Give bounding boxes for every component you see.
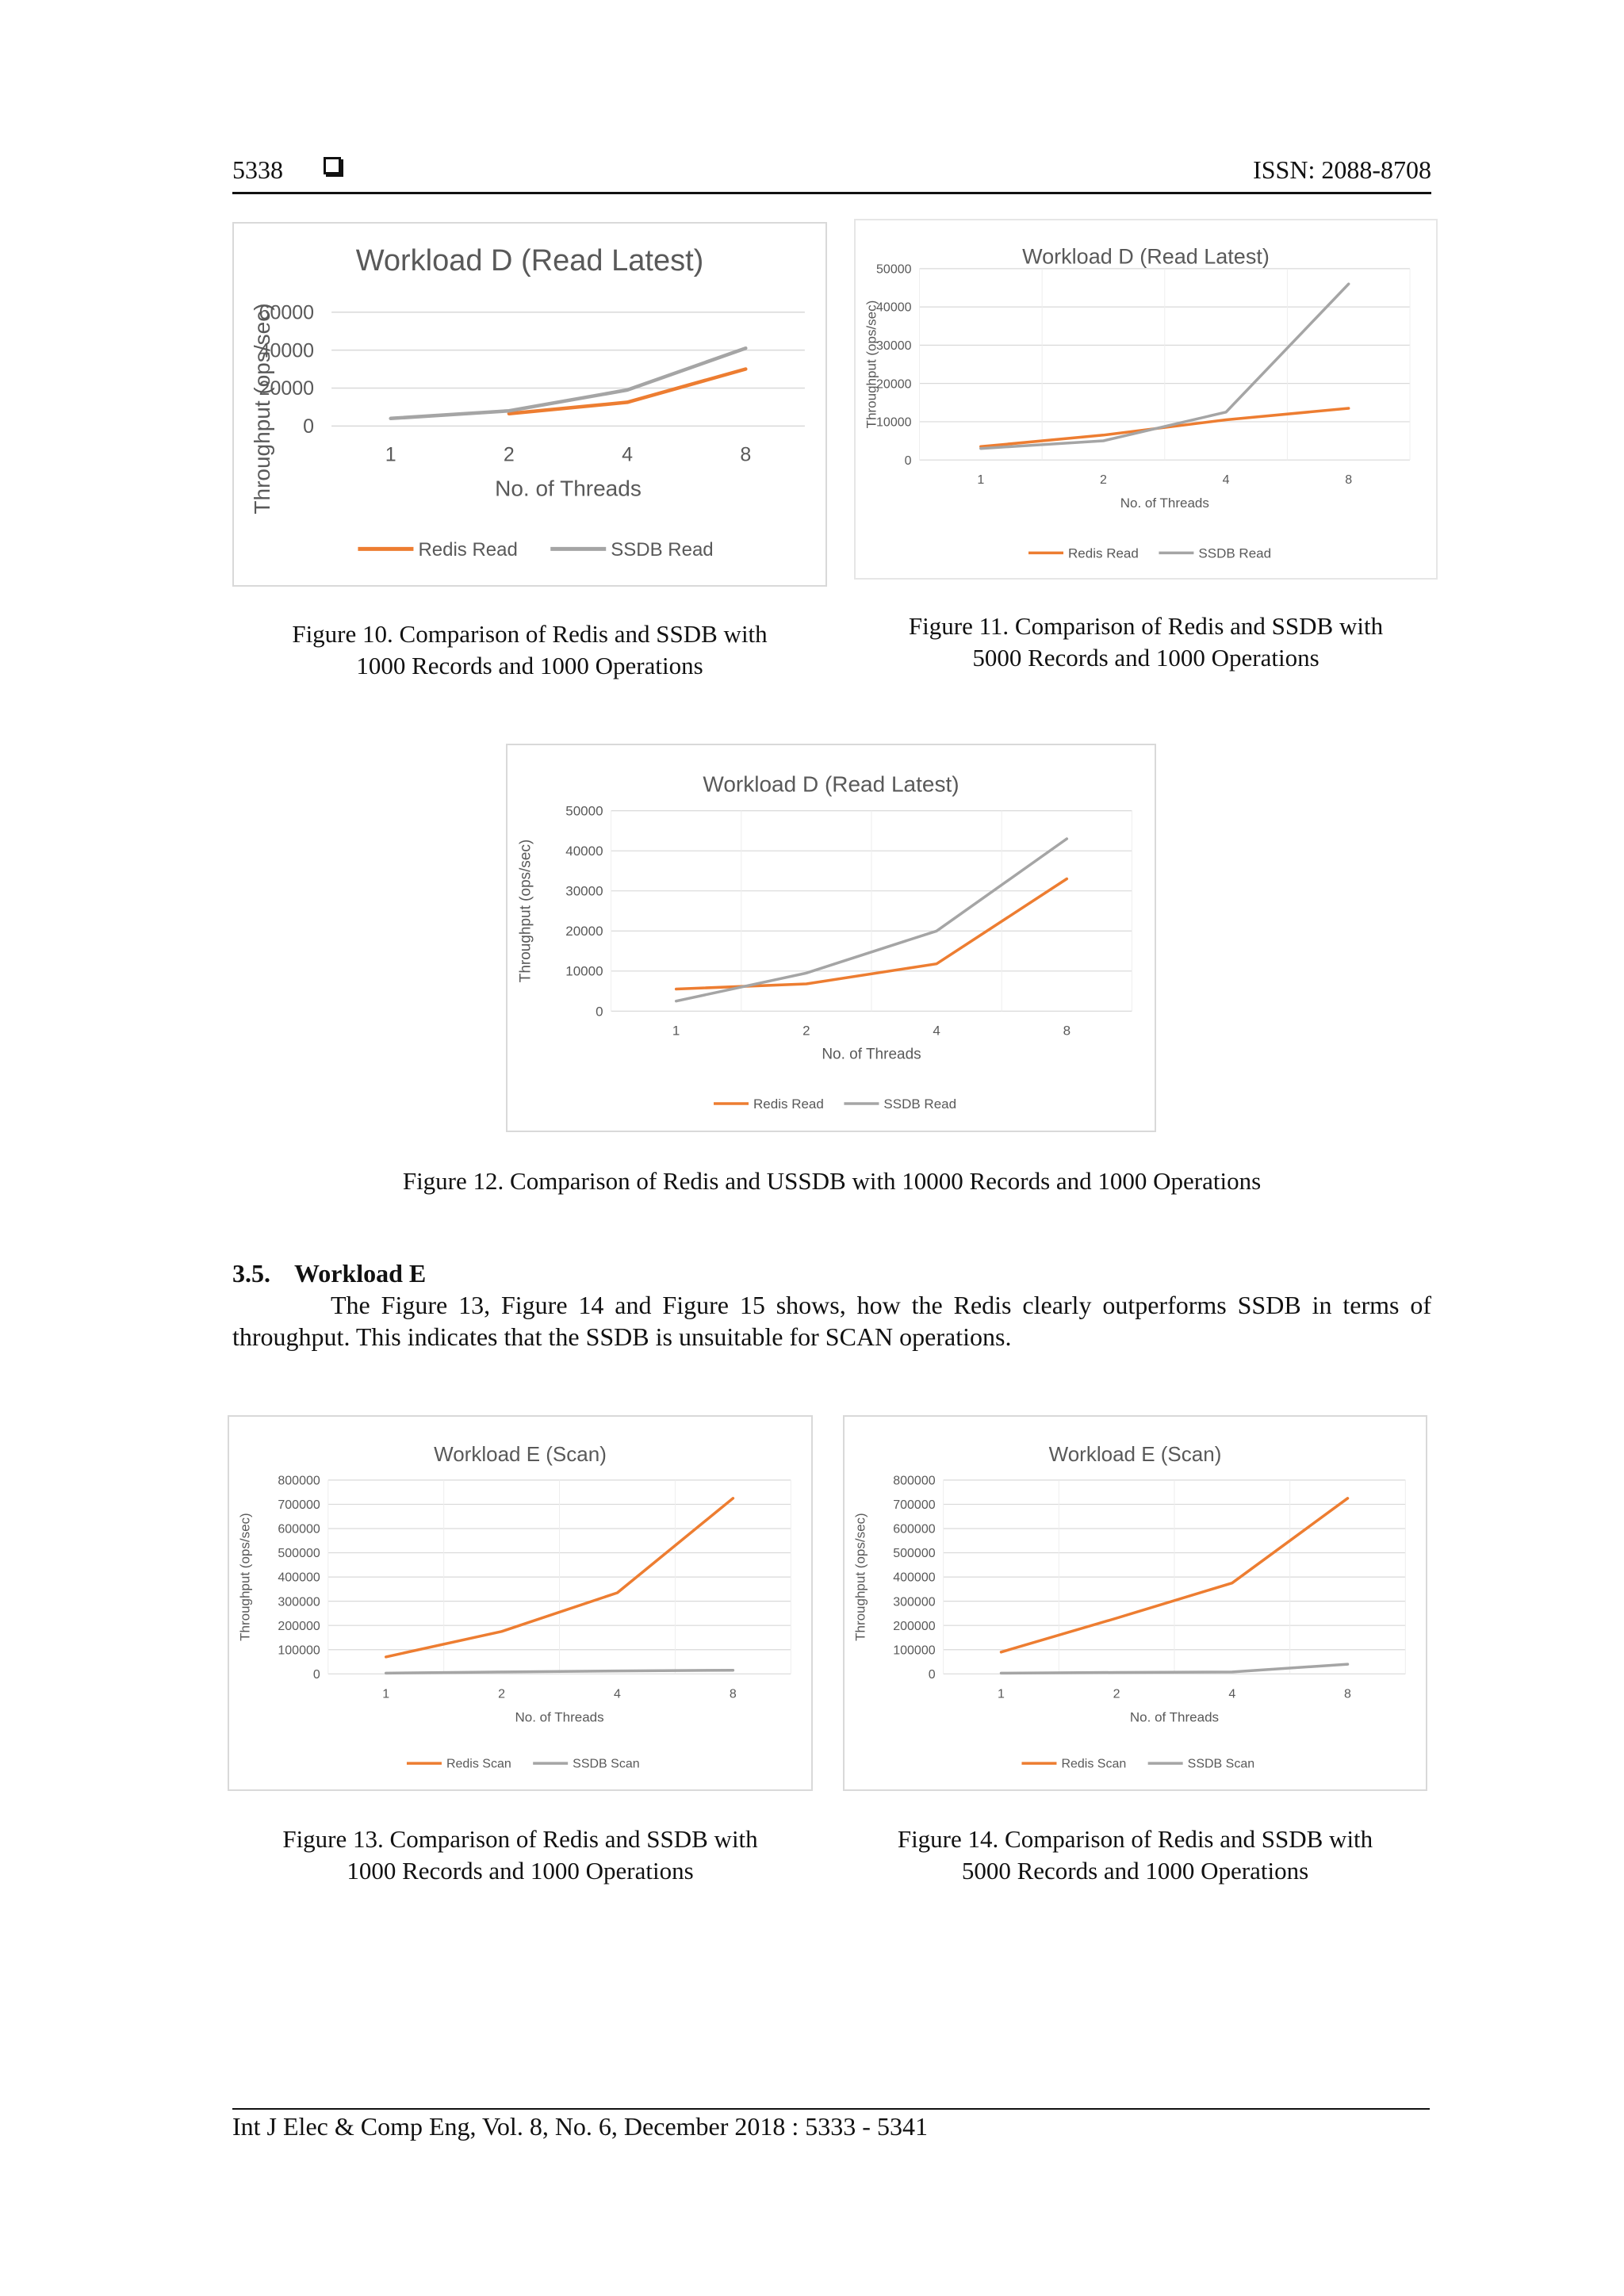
x-tick-label: 4 — [622, 443, 634, 466]
caption-figure-11 — [854, 610, 1438, 674]
section-title: Workload E — [294, 1259, 427, 1288]
y-axis-label: Throughput (ops/sec) — [517, 839, 534, 983]
y-tick-label: 20000 — [876, 377, 912, 392]
chart-title: Workload D (Read Latest) — [703, 771, 959, 797]
section-paragraph — [232, 1289, 1431, 1353]
caption-line: 5000 Records and 1000 Operations — [961, 1857, 1309, 1885]
caption-line: 5000 Records and 1000 Operations — [972, 644, 1320, 672]
x-tick-label: 4 — [1228, 1687, 1236, 1701]
caption-figure-12 — [232, 1165, 1431, 1197]
paragraph-line: The Figure 13, Figure 14 and Figure 15 shows, how the Redis clearly outperforms SSDB in terms of — [331, 1291, 1431, 1319]
chart-svg — [234, 224, 825, 585]
x-tick-label: 8 — [729, 1687, 737, 1701]
caption-figure-13 — [228, 1823, 813, 1887]
chart-svg — [845, 1417, 1426, 1789]
y-tick-label: 40000 — [259, 339, 315, 362]
x-tick-label: 1 — [382, 1687, 390, 1701]
y-tick-label: 200000 — [278, 1619, 320, 1633]
x-tick-label: 8 — [1345, 473, 1353, 488]
chart-title: Workload D (Read Latest) — [355, 243, 704, 277]
x-axis-label: No. of Threads — [495, 476, 642, 501]
y-tick-label: 0 — [303, 415, 315, 438]
legend-label: SSDB Read — [611, 538, 714, 561]
series-line-ssdb — [386, 1670, 733, 1674]
legend-label: Redis Read — [1068, 545, 1139, 561]
section-heading — [232, 1259, 426, 1288]
legend-label: Redis Scan — [1061, 1757, 1127, 1771]
chart-svg — [229, 1417, 811, 1789]
caption-figure-10 — [232, 618, 827, 682]
y-tick-label: 100000 — [893, 1644, 936, 1658]
x-tick-label: 2 — [498, 1687, 506, 1701]
issn: ISSN: 2088-8708 — [1253, 155, 1431, 184]
caption-line: Figure 13. Comparison of Redis and SSDB with — [282, 1825, 758, 1853]
chart-figure-11 — [854, 219, 1438, 580]
y-tick-label: 20000 — [259, 377, 315, 400]
legend-label: Redis Read — [418, 538, 518, 561]
x-tick-label: 1 — [977, 473, 985, 488]
x-tick-label: 2 — [802, 1023, 810, 1039]
chart-title: Workload E (Scan) — [1048, 1442, 1222, 1467]
legend-label: SSDB Scan — [573, 1757, 640, 1771]
x-tick-label: 8 — [1063, 1023, 1071, 1039]
x-tick-label: 1 — [385, 443, 396, 466]
paragraph-line: throughput. This indicates that the SSDB is unsuitable for SCAN operations. — [232, 1322, 1012, 1351]
y-tick-label: 30000 — [876, 339, 912, 353]
y-tick-label: 800000 — [278, 1474, 320, 1488]
caption-line: Figure 14. Comparison of Redis and SSDB with — [897, 1825, 1373, 1853]
y-tick-label: 0 — [904, 453, 912, 468]
y-axis-label: Throughput (ops/sec) — [237, 1513, 253, 1641]
x-axis-label: No. of Threads — [515, 1709, 604, 1725]
header-rule — [232, 192, 1431, 194]
x-tick-label: 8 — [1344, 1687, 1351, 1701]
y-tick-label: 50000 — [565, 803, 603, 819]
x-axis-label: No. of Threads — [1120, 496, 1209, 511]
square-box-icon — [324, 157, 341, 174]
x-tick-label: 4 — [933, 1023, 940, 1039]
x-tick-label: 4 — [1222, 473, 1230, 488]
caption-figure-14 — [843, 1823, 1427, 1887]
y-tick-label: 300000 — [893, 1595, 936, 1609]
caption-line: 1000 Records and 1000 Operations — [347, 1857, 694, 1885]
x-tick-label: 4 — [614, 1687, 621, 1701]
caption-line: Figure 10. Comparison of Redis and SSDB with — [292, 620, 768, 648]
y-tick-label: 700000 — [278, 1498, 320, 1513]
y-tick-label: 300000 — [278, 1595, 320, 1609]
x-tick-label: 2 — [1113, 1687, 1120, 1701]
chart-figure-10 — [232, 222, 827, 587]
chart-figure-14 — [843, 1415, 1427, 1791]
caption-line: 1000 Records and 1000 Operations — [356, 652, 703, 679]
legend-label: SSDB Scan — [1187, 1757, 1255, 1771]
x-tick-label: 2 — [503, 443, 515, 466]
y-tick-label: 10000 — [565, 963, 603, 979]
page-number: 5338 — [232, 155, 283, 184]
chart-title: Workload D (Read Latest) — [1022, 244, 1270, 269]
x-tick-label: 2 — [1100, 473, 1107, 488]
caption-line: Figure 11. Comparison of Redis and SSDB with — [908, 612, 1384, 640]
y-tick-label: 0 — [928, 1667, 936, 1682]
chart-svg — [508, 745, 1155, 1131]
y-tick-label: 40000 — [565, 844, 603, 859]
y-tick-label: 800000 — [893, 1474, 936, 1488]
y-tick-label: 20000 — [565, 924, 603, 939]
legend-label: SSDB Read — [1198, 545, 1272, 561]
y-tick-label: 200000 — [893, 1619, 936, 1633]
y-tick-label: 30000 — [565, 883, 603, 899]
y-tick-label: 60000 — [259, 301, 315, 324]
y-axis-label: Throughput (ops/sec) — [852, 1513, 868, 1641]
chart-title: Workload E (Scan) — [434, 1442, 607, 1467]
footer-rule — [232, 2108, 1430, 2110]
y-axis-label: Throughput (ops/sec) — [864, 300, 879, 429]
section-number: 3.5. — [232, 1259, 270, 1288]
x-tick-label: 1 — [997, 1687, 1005, 1701]
y-tick-label: 500000 — [893, 1547, 936, 1561]
legend-label: Redis Scan — [446, 1757, 511, 1771]
x-axis-label: No. of Threads — [1129, 1709, 1220, 1725]
y-tick-label: 600000 — [893, 1522, 936, 1536]
y-tick-label: 700000 — [893, 1498, 936, 1513]
y-tick-label: 500000 — [278, 1547, 320, 1561]
y-tick-label: 400000 — [278, 1571, 320, 1585]
y-tick-label: 400000 — [893, 1571, 936, 1585]
y-tick-label: 10000 — [876, 415, 912, 430]
y-tick-label: 600000 — [278, 1522, 320, 1536]
x-tick-label: 1 — [672, 1023, 680, 1039]
y-tick-label: 0 — [312, 1667, 320, 1682]
y-tick-label: 50000 — [876, 262, 912, 277]
x-tick-label: 8 — [740, 443, 752, 466]
legend-label: SSDB Read — [883, 1096, 957, 1112]
x-axis-label: No. of Threads — [822, 1046, 921, 1063]
y-tick-label: 100000 — [278, 1644, 320, 1658]
chart-svg — [856, 220, 1436, 578]
footer-citation: Int J Elec & Comp Eng, Vol. 8, No. 6, December 2018 : 5333 - 5341 — [232, 2112, 928, 2141]
chart-figure-13 — [228, 1415, 813, 1791]
legend-label: Redis Read — [753, 1096, 824, 1112]
y-tick-label: 40000 — [876, 300, 912, 315]
y-axis-label: Throughput (ops/sec) — [249, 303, 274, 515]
y-tick-label: 0 — [596, 1004, 603, 1020]
caption-line: Figure 12. Comparison of Redis and USSDB with 10000 Records and 1000 Operations — [402, 1167, 1262, 1195]
chart-figure-12 — [506, 744, 1156, 1132]
